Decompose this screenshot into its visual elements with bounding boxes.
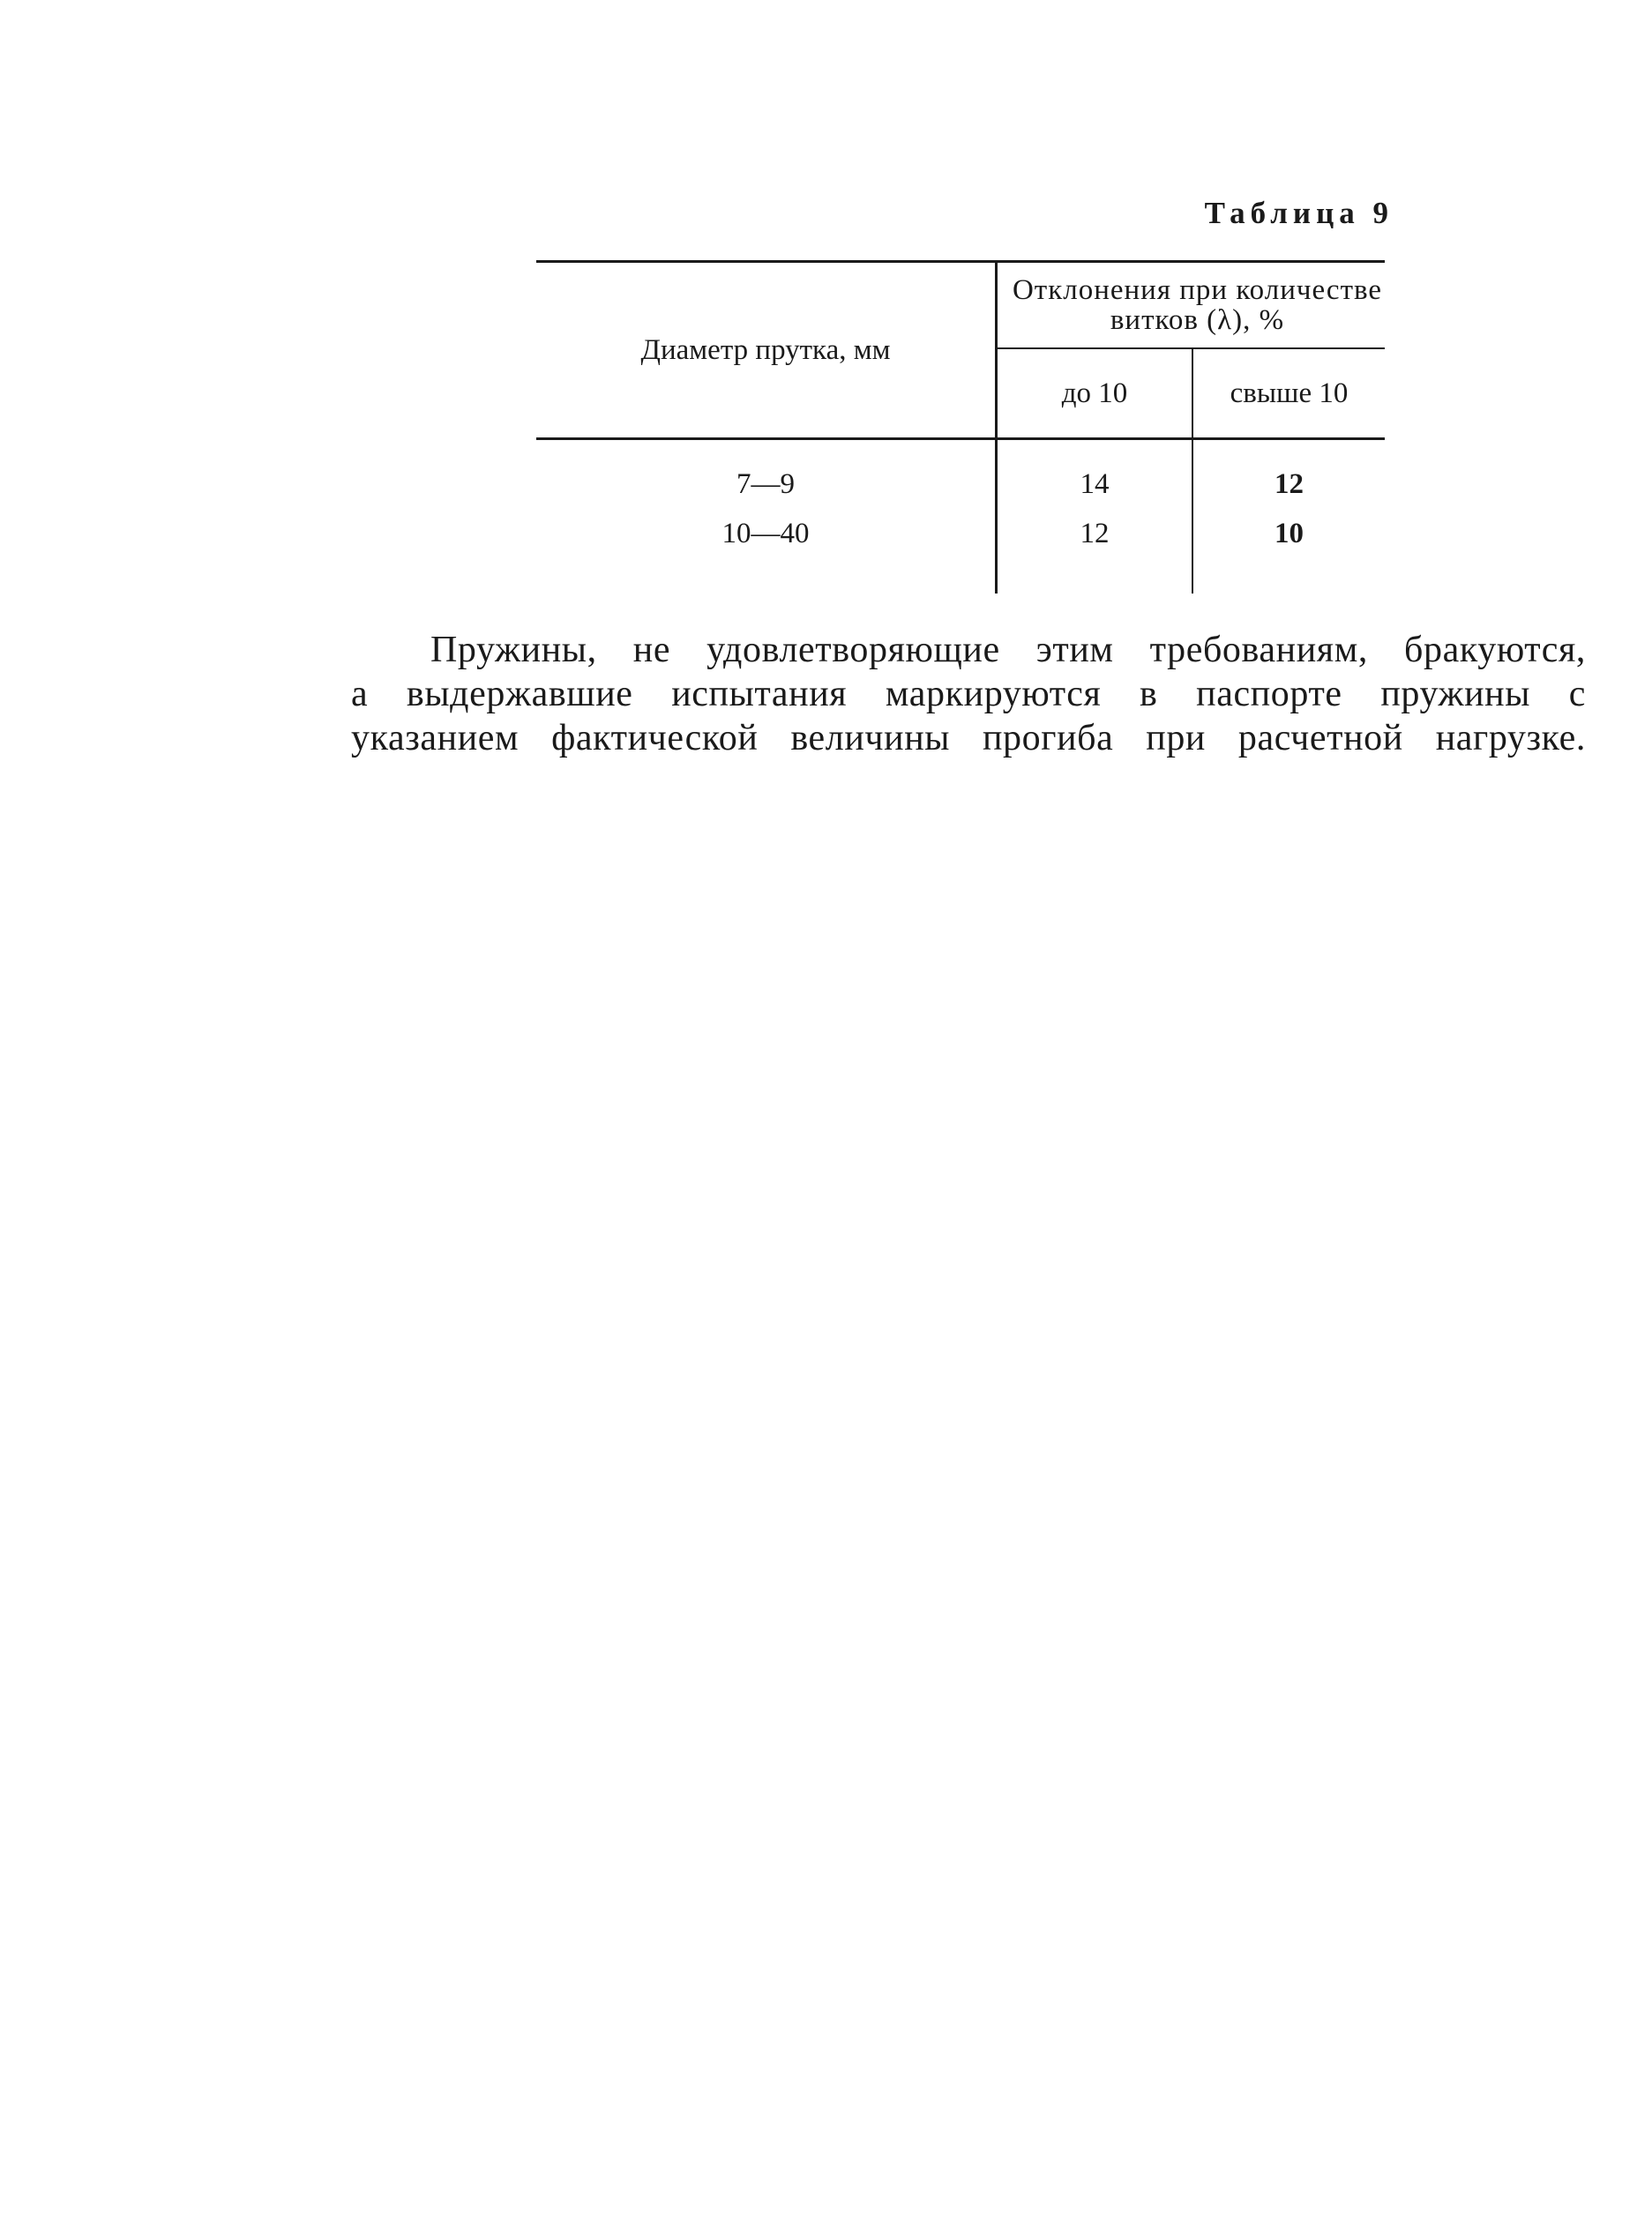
body-paragraph xyxy=(351,628,1586,760)
cell-up-to-10: 12 xyxy=(997,509,1193,558)
table-row xyxy=(536,459,1385,509)
spec-table-container xyxy=(536,260,1385,594)
header-over-10: свыше 10 xyxy=(1192,348,1385,438)
cell-over-10: 12 xyxy=(1275,467,1304,500)
cell-over-10: 10 xyxy=(1275,517,1304,549)
paragraph-line: Пружины, не удовлетворяющие этим требованиям, бракуются, xyxy=(430,630,1586,670)
paragraph-line: а выдержавшие испытания маркируются в паспорте пружины с xyxy=(351,674,1586,714)
table-caption: Таблица 9 xyxy=(1204,196,1394,230)
header-deviation: Отклонения при количестве витков (λ), % xyxy=(997,262,1386,349)
table-tail-row xyxy=(536,558,1385,594)
spec-table xyxy=(536,260,1385,594)
paragraph-line: указанием фактической величины прогиба при расчетной нагрузке. xyxy=(351,718,1586,758)
cell-diameter: 10—40 xyxy=(536,509,997,558)
header-up-to-10: до 10 xyxy=(997,348,1193,438)
cell-diameter: 7—9 xyxy=(536,459,997,509)
cell-up-to-10: 14 xyxy=(997,459,1193,509)
header-diameter: Диаметр прутка, мм xyxy=(536,262,997,439)
table-header-row xyxy=(536,262,1385,349)
table-row xyxy=(536,509,1385,558)
table-spacer-row xyxy=(536,439,1385,460)
